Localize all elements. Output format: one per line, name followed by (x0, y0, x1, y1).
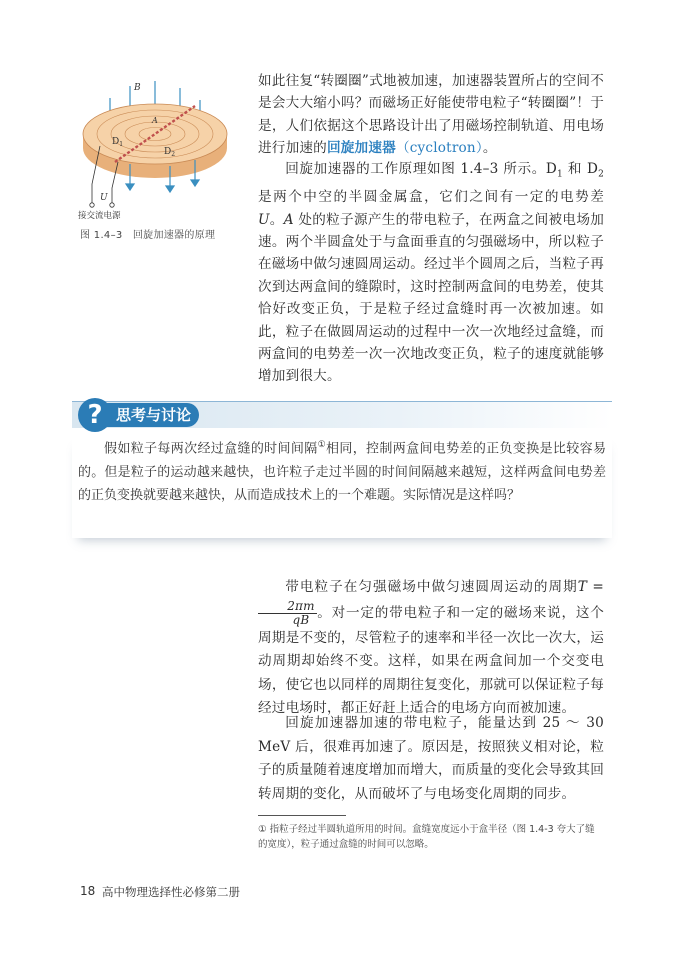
question-icon: ? (78, 398, 112, 432)
label-u: U (100, 193, 108, 203)
discussion-box (72, 396, 612, 546)
paragraph-3: 带电粒子在匀强磁场中做匀速圆周运动的周期T = $\frac{2\pi m}{qB}$ 。对一定的带电粒子和一定的磁场来说，这个周期是不变的，尽管粒子的速率和半径一次比一次大，运动周期却始终不变。这样，如果在两盒间加一个交变电场，使它也以同样的周期往复变化，那就可以保证粒子每经过电场时，都正好赶上适合的电场方向而被加速。 (258, 579, 604, 716)
footnote-rule (258, 815, 346, 816)
paragraph-1 (258, 70, 604, 160)
label-d1: $D_1$ (112, 137, 124, 148)
label-a: A (152, 116, 158, 125)
discussion-title: 思考与讨论 (102, 403, 199, 427)
figure-caption: 图 1.4–3 回旋加速器的原理 (80, 230, 216, 241)
footnote-ref: ① (317, 440, 326, 450)
term-cyclotron: 回旋加速器 (326, 140, 396, 157)
term-cyclotron-en: （cyclotron） (395, 140, 483, 157)
para1-text: 如此往复“转圈圈”式地被加速，加速器装置所占的空间不是会大大缩小吗？而磁场正好能使带电粒子“转圈圈”！于是，人们依据这个思路设计出了用磁场控制轨道、用电场进行加速的 (258, 73, 604, 157)
footnote: ① 指粒子经过半圆轨道所用的时间。盒缝宽度远小于盒半径（图 1.4-3 夸大了缝的宽度），粒子通过盒缝的时间可以忽略。 (258, 824, 595, 850)
para1-end: 。 (482, 140, 497, 157)
label-d2: $D_2$ (164, 147, 176, 158)
label-b: B (134, 83, 141, 93)
paragraph-4: 回旋加速器加速的带电粒子，能量达到 25 ～ 30 MeV 后，很难再加速了。原因是，按照狭义相对论，粒子的质量随着速度增加而增大，而质量的变化会导致其回转周期的变化，从而破坏了与电场变化周期的同步。 (258, 715, 604, 802)
discussion-body: 假如粒子每两次经过盒缝的时间间隔①相同，控制两盒间电势差的正负变换是比较容易的。但是粒子的运动越来越快，也许粒子走过半圆的时间间隔越来越短，这样两盒间电势差的正负变换就要越来越快，从而造成技术上的一个难题。实际情况是这样吗？ (72, 434, 612, 538)
cyclotron-diagram (60, 76, 230, 246)
period-formula: $\frac{2\pi m}{qB}$ (258, 600, 317, 627)
paragraph-2: 回旋加速器的工作原理如图 1.4–3 所示。$D_1$ 和 $D_2$ 是两个中空的半圆金属盒，它们之间有一定的电势差 U。A 处的粒子源产生的带电粒子，在两盒之间被电场加速。两个半圆盒处于与盒面垂直的匀强磁场中，所以粒子在磁场中做匀速圆周运动。经过半个圆周之后，当粒子再次到达两盒间的缝隙时，这时控制两盒间的电势差，使其恰好改变正负，于是粒子经过盒缝时再一次被加速。如此，粒子在做圆周运动的过程中一次一次地经过盒缝，而两盒间的电势差一次一次地改变正负，粒子的速度就能够增加到很大。 (258, 161, 605, 385)
book-title: 高中物理选择性必修第二册 (102, 885, 240, 899)
page-number: 18 (80, 884, 96, 898)
label-ac-source: 接交流电源 (78, 211, 121, 221)
cyclotron-figure (60, 76, 230, 246)
